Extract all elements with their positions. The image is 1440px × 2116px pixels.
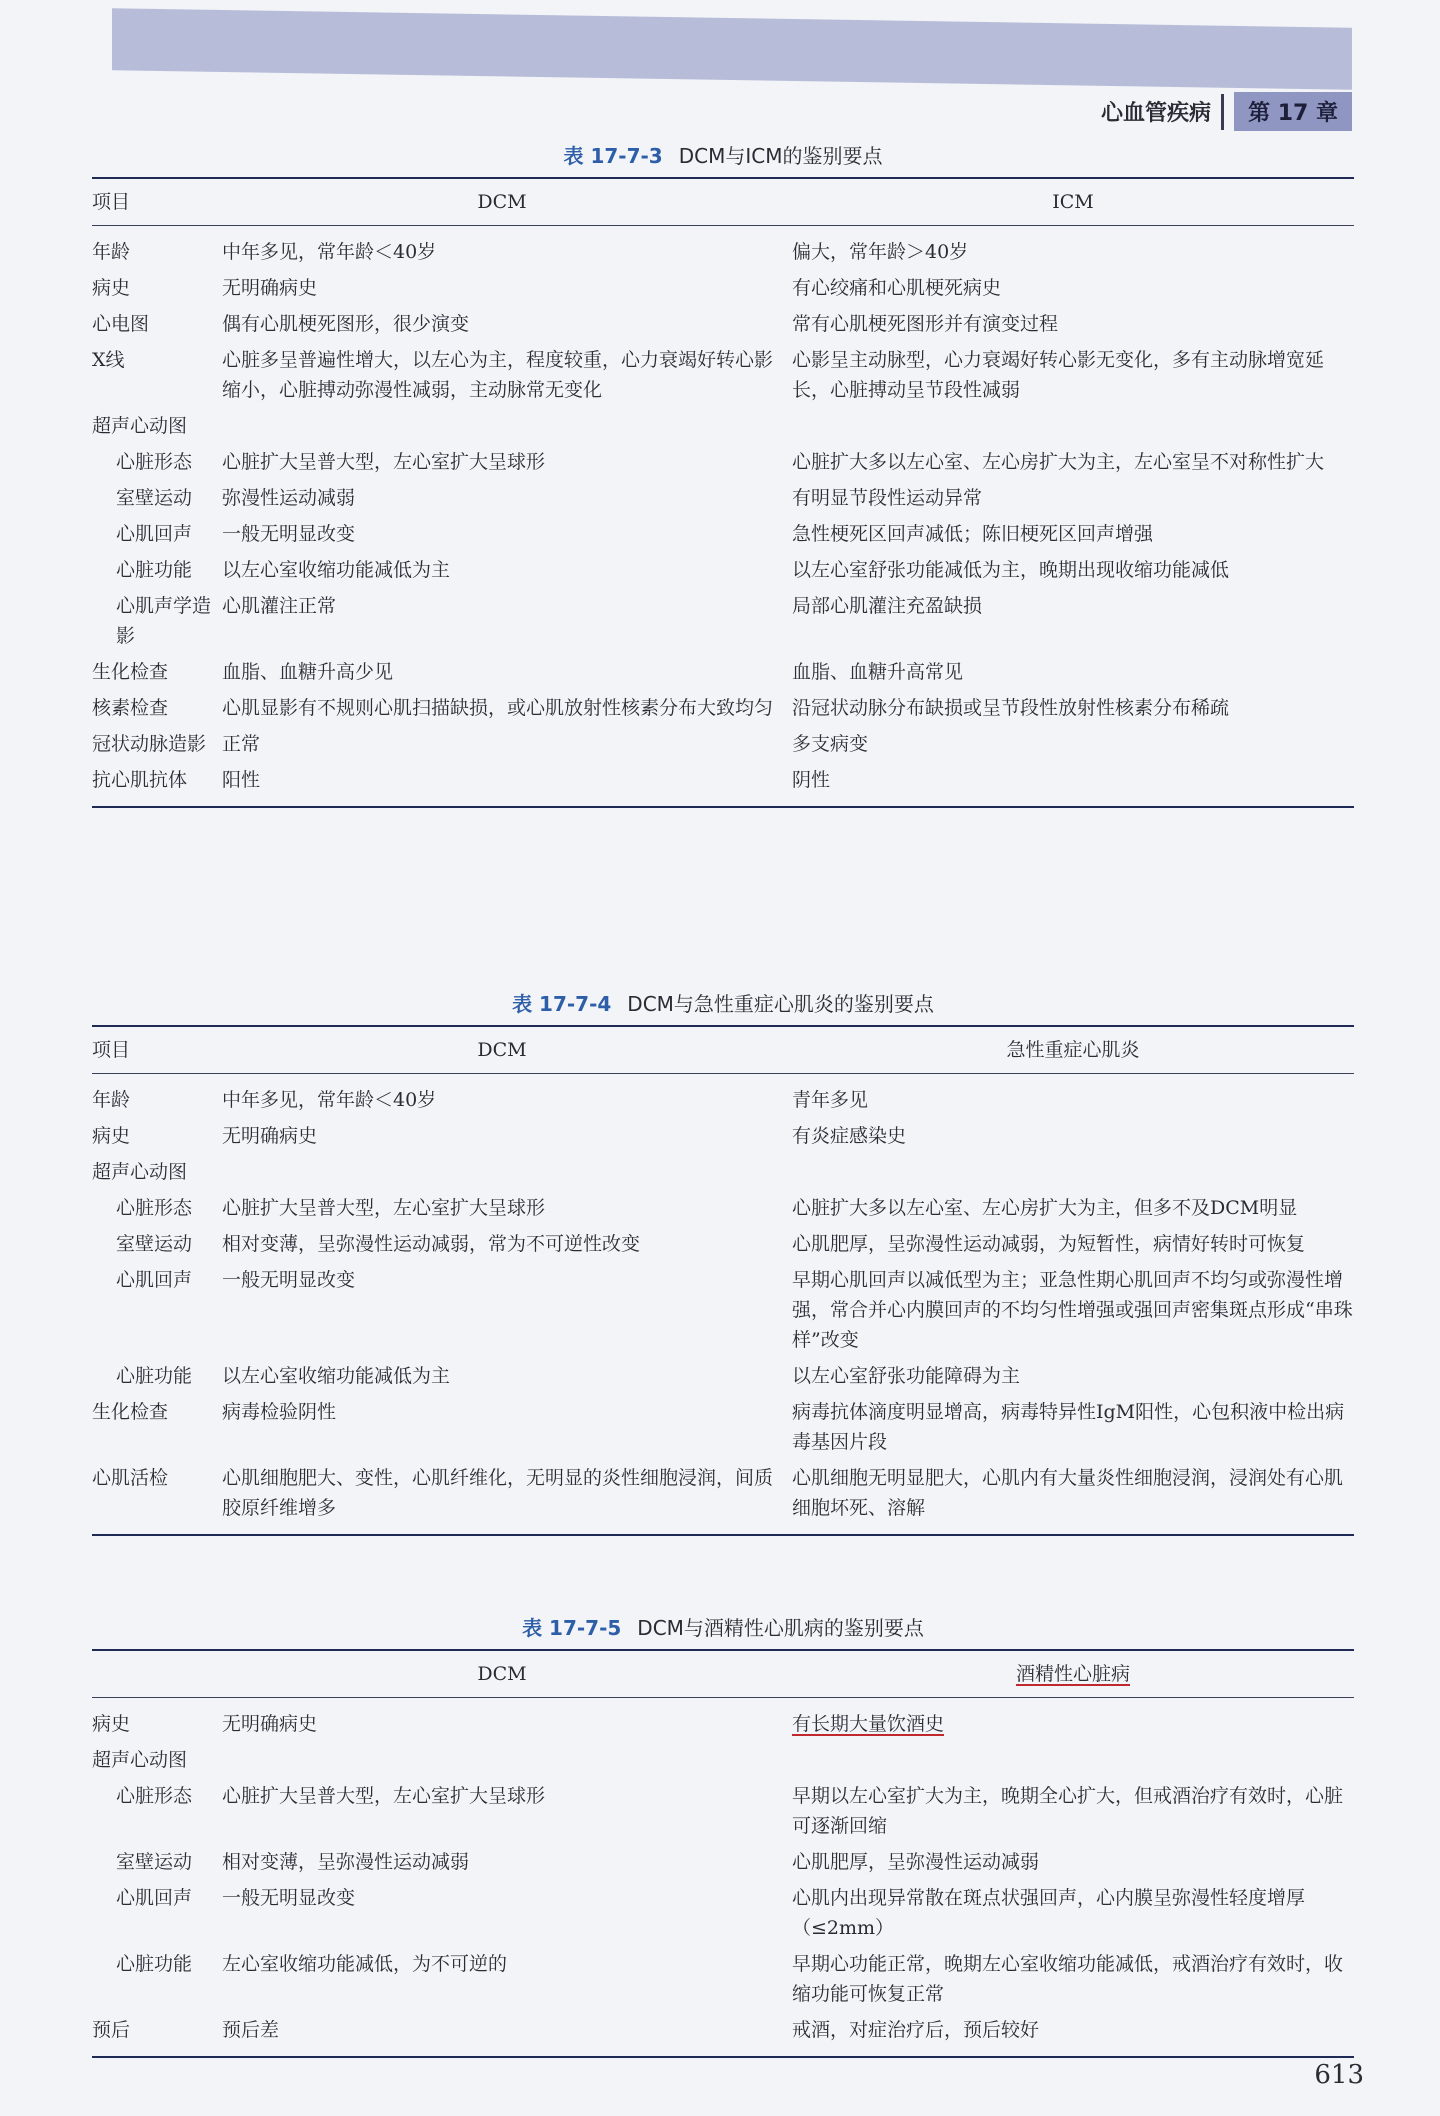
table-row: 心脏功能 以左心室收缩功能减低为主 以左心室舒张功能减低为主，晚期出现收缩功能减低 bbox=[116, 559, 1230, 581]
chapter-number: 第 17 章 bbox=[1234, 92, 1352, 131]
table-row: 心肌声学造影 心肌灌注正常 局部心肌灌注充盈缺损 bbox=[116, 595, 983, 647]
table-header-row: 项目 DCM ICM bbox=[92, 191, 1094, 213]
table-row: 病史 无明确病史 有炎症感染史 bbox=[92, 1125, 907, 1147]
table-header-row: DCM 酒精性心脏病 bbox=[477, 1663, 1130, 1685]
table-row: 室壁运动 相对变薄，呈弥漫性运动减弱 心肌肥厚，呈弥漫性运动减弱 bbox=[116, 1851, 1040, 1873]
table-row: X线 心脏多呈普遍性增大，以左心为主，程度较重，心力衰竭好转心影缩小，心脏搏动弥漫性减弱，主动脉常无变化 心影呈主动脉型，心力衰竭好转心影无变化，多有主动脉增宽延长，心脏搏动呈节段性减弱 bbox=[92, 349, 1325, 401]
highlighted-header: 酒精性心脏病 bbox=[1015, 1663, 1130, 1685]
page-number: 613 bbox=[1314, 2060, 1364, 2090]
table-title: 表 17-7-3 DCM与ICM的鉴别要点 bbox=[563, 144, 883, 168]
table-row: 冠状动脉造影 正常 多支病变 bbox=[92, 733, 869, 755]
table-body bbox=[92, 226, 1354, 806]
table-row: 年龄 中年多见，常年龄＜40岁 偏大，常年龄＞40岁 bbox=[92, 241, 969, 263]
chapter-divider bbox=[1221, 94, 1224, 130]
table-row: 心肌回声 一般无明显改变 急性梗死区回声减低；陈旧梗死区回声增强 bbox=[116, 523, 1154, 545]
chapter-header bbox=[1101, 92, 1352, 131]
table-row: 心肌回声 一般无明显改变 心肌内出现异常散在斑点状强回声，心内膜呈弥漫性轻度增厚（≤2mm） bbox=[116, 1887, 1306, 1939]
table-row: 生化检查 血脂、血糖升高少见 血脂、血糖升高常见 bbox=[92, 661, 964, 683]
highlighted-text: 有长期大量饮酒史 bbox=[792, 1713, 945, 1735]
table-row: 心脏功能 左心室收缩功能减低，为不可逆的 早期心功能正常，晚期左心室收缩功能减低，戒酒治疗有效时，收缩功能可恢复正常 bbox=[116, 1953, 1344, 2005]
table-row: 心脏形态 心脏扩大呈普大型，左心室扩大呈球形 早期以左心室扩大为主，晚期全心扩大，但戒酒治疗有效时，心脏可逐渐回缩 bbox=[116, 1785, 1344, 1837]
table-row: 心肌活检 心肌细胞肥大、变性，心肌纤维化，无明显的炎性细胞浸润，间质胶原纤维增多 心肌细胞无明显肥大，心肌内有大量炎性细胞浸润，浸润处有心肌细胞坏死、溶解 bbox=[92, 1467, 1344, 1519]
table-row: 心肌回声 一般无明显改变 早期心肌回声以减低型为主；亚急性期心肌回声不均匀或弥漫性增强，常合并心内膜回声的不均匀性增强或强回声密集斑点形成“串珠样”改变 bbox=[116, 1269, 1353, 1351]
table-body bbox=[92, 1698, 1354, 2056]
table-17-7-4 bbox=[92, 988, 1354, 1536]
table-body bbox=[92, 1074, 1354, 1534]
table-row: 病史 无明确病史 有心绞痛和心肌梗死病史 bbox=[92, 277, 1002, 299]
table-title: 表 17-7-4 DCM与急性重症心肌炎的鉴别要点 bbox=[512, 992, 934, 1016]
table-row: 超声心动图 bbox=[92, 415, 188, 437]
table-row: 室壁运动 弥漫性运动减弱 有明显节段性运动异常 bbox=[116, 487, 983, 509]
table-row: 心脏功能 以左心室收缩功能减低为主 以左心室舒张功能障碍为主 bbox=[116, 1365, 1021, 1387]
table-header-row: 项目 DCM 急性重症心肌炎 bbox=[92, 1039, 1140, 1061]
table-row: 核素检查 心肌显影有不规则心肌扫描缺损，或心肌放射性核素分布大致均匀 沿冠状动脉分布缺损或呈节段性放射性核素分布稀疏 bbox=[92, 697, 1230, 719]
table-17-7-3 bbox=[92, 140, 1354, 808]
page-header-band bbox=[112, 8, 1352, 89]
table-row: 心电图 偶有心肌梗死图形，很少演变 常有心肌梗死图形并有演变过程 bbox=[92, 313, 1059, 335]
table-row: 病史 无明确病史 有长期大量饮酒史 bbox=[92, 1713, 945, 1735]
table-17-7-5 bbox=[92, 1612, 1354, 2058]
table-row: 年龄 中年多见，常年龄＜40岁 青年多见 bbox=[92, 1089, 869, 1111]
table-row: 心脏形态 心脏扩大呈普大型，左心室扩大呈球形 心脏扩大多以左心室、左心房扩大为主，但多不及DCM明显 bbox=[116, 1197, 1298, 1219]
table-row: 超声心动图 bbox=[92, 1749, 188, 1771]
table-row: 室壁运动 相对变薄，呈弥漫性运动减弱，常为不可逆性改变 心肌肥厚，呈弥漫性运动减弱，为短暂性，病情好转时可恢复 bbox=[116, 1233, 1306, 1255]
table-row: 超声心动图 bbox=[92, 1161, 188, 1183]
table-row: 抗心肌抗体 阳性 阴性 bbox=[92, 769, 831, 791]
table-row: 心脏形态 心脏扩大呈普大型，左心室扩大呈球形 心脏扩大多以左心室、左心房扩大为主，左心室呈不对称性扩大 bbox=[116, 451, 1325, 473]
chapter-title: 心血管疾病 bbox=[1101, 101, 1212, 126]
table-row: 生化检查 病毒检验阴性 病毒抗体滴度明显增高，病毒特异性IgM阳性，心包积液中检出病毒基因片段 bbox=[92, 1401, 1345, 1453]
table-title: 表 17-7-5 DCM与酒精性心肌病的鉴别要点 bbox=[522, 1616, 924, 1640]
table-row: 预后 预后差 戒酒，对症治疗后，预后较好 bbox=[92, 2019, 1040, 2041]
